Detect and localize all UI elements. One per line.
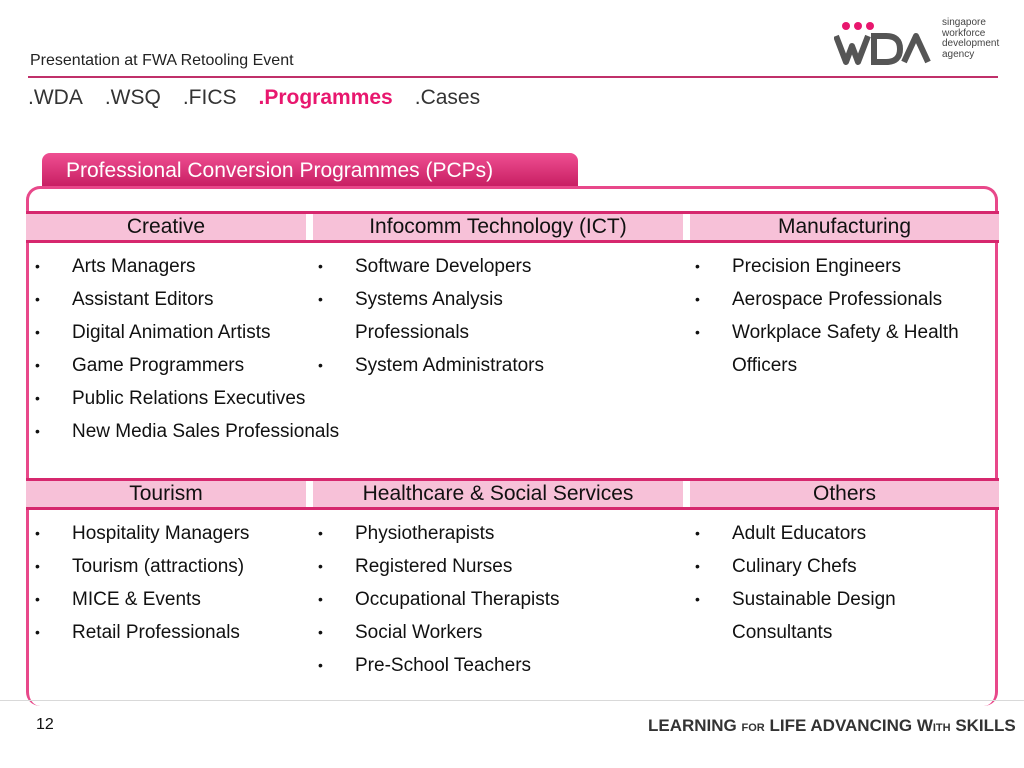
nav-item-fics[interactable]: .FICS bbox=[182, 86, 237, 109]
bullet-icon: • bbox=[695, 324, 700, 340]
bullet-icon: • bbox=[695, 525, 700, 541]
presentation-title: Presentation at FWA Retooling Event bbox=[30, 52, 294, 69]
footer-tagline: LEARNING FOR LIFE ADVANCING WITH SKILLS bbox=[648, 716, 1016, 735]
list-item: • Public Relations Executives bbox=[30, 382, 339, 415]
list-item: • Adult Educators bbox=[690, 517, 896, 550]
category-manufacturing: Manufacturing bbox=[777, 215, 912, 238]
bullet-icon: • bbox=[318, 591, 323, 607]
category-healthcare: Healthcare & Social Services bbox=[362, 482, 634, 505]
bullet-icon: • bbox=[318, 291, 323, 307]
section-nav bbox=[28, 86, 502, 110]
list-item: • Pre-School Teachers bbox=[313, 649, 560, 682]
category-creative: Creative bbox=[126, 215, 206, 238]
category-separator bbox=[683, 214, 690, 240]
list-item: • Assistant Editors bbox=[30, 283, 339, 316]
list-item: • Aerospace Professionals bbox=[690, 283, 959, 316]
bullet-icon: • bbox=[35, 624, 40, 640]
creative-list bbox=[30, 250, 339, 448]
header-divider bbox=[28, 76, 998, 78]
manufacturing-list bbox=[690, 250, 959, 382]
list-item-continuation: Consultants bbox=[732, 622, 833, 643]
others-list bbox=[690, 517, 896, 649]
bullet-icon: • bbox=[35, 291, 40, 307]
nav-item-wda[interactable]: .WDA bbox=[28, 86, 83, 109]
list-item: • Precision Engineers bbox=[690, 250, 959, 283]
category-separator bbox=[683, 481, 690, 507]
agency-name: singapore workforce development agency bbox=[942, 17, 1000, 60]
list-item: • MICE & Events bbox=[30, 583, 249, 616]
bullet-icon: • bbox=[318, 558, 323, 574]
bullet-icon: • bbox=[35, 591, 40, 607]
page-number: 12 bbox=[36, 716, 54, 733]
list-item-continuation: Officers bbox=[732, 355, 798, 376]
list-item: • Arts Managers bbox=[30, 250, 339, 283]
list-item: • Game Programmers bbox=[30, 349, 339, 382]
ict-list bbox=[313, 250, 544, 382]
healthcare-list bbox=[313, 517, 560, 682]
nav-item-programmes[interactable]: .Programmes bbox=[258, 86, 393, 109]
category-separator bbox=[306, 481, 313, 507]
nav-item-cases[interactable]: .Cases bbox=[414, 86, 481, 109]
list-item: • Sustainable Design bbox=[690, 583, 896, 616]
bullet-icon: • bbox=[318, 258, 323, 274]
footer-divider bbox=[0, 700, 1024, 701]
list-item: • Tourism (attractions) bbox=[30, 550, 249, 583]
list-item: • New Media Sales Professionals bbox=[30, 415, 339, 448]
bullet-icon: • bbox=[695, 591, 700, 607]
bullet-icon: • bbox=[695, 258, 700, 274]
list-item: • System Administrators bbox=[313, 349, 544, 382]
list-item: • Systems Analysis bbox=[313, 283, 544, 316]
bullet-icon: • bbox=[35, 525, 40, 541]
list-item: • Hospitality Managers bbox=[30, 517, 249, 550]
list-item: • Retail Professionals bbox=[30, 616, 249, 649]
bullet-icon: • bbox=[35, 258, 40, 274]
category-others: Others bbox=[812, 482, 877, 505]
bullet-icon: • bbox=[318, 657, 323, 673]
list-item: • Software Developers bbox=[313, 250, 544, 283]
bullet-icon: • bbox=[35, 558, 40, 574]
bullet-icon: • bbox=[318, 624, 323, 640]
bullet-icon: • bbox=[35, 390, 40, 406]
list-item: • Registered Nurses bbox=[313, 550, 560, 583]
nav-item-wsq[interactable]: .WSQ bbox=[104, 86, 161, 109]
list-item: • Social Workers bbox=[313, 616, 560, 649]
list-item: • Workplace Safety & Health bbox=[690, 316, 959, 349]
list-item: • Culinary Chefs bbox=[690, 550, 896, 583]
bullet-icon: • bbox=[695, 558, 700, 574]
bullet-icon: • bbox=[318, 525, 323, 541]
category-tourism: Tourism bbox=[129, 482, 203, 505]
bullet-icon: • bbox=[35, 324, 40, 340]
list-item: • Occupational Therapists bbox=[313, 583, 560, 616]
category-separator bbox=[306, 214, 313, 240]
list-item: • Physiotherapists bbox=[313, 517, 560, 550]
category-ict: Infocomm Technology (ICT) bbox=[369, 215, 627, 238]
list-item-continuation: Professionals bbox=[355, 322, 470, 343]
bullet-icon: • bbox=[35, 357, 40, 373]
bullet-icon: • bbox=[318, 357, 323, 373]
bullet-icon: • bbox=[35, 423, 40, 439]
list-item: • Digital Animation Artists bbox=[30, 316, 339, 349]
tourism-list bbox=[30, 517, 249, 649]
bullet-icon: • bbox=[695, 291, 700, 307]
section-title-tab: Professional Conversion Programmes (PCPs) bbox=[42, 153, 578, 186]
